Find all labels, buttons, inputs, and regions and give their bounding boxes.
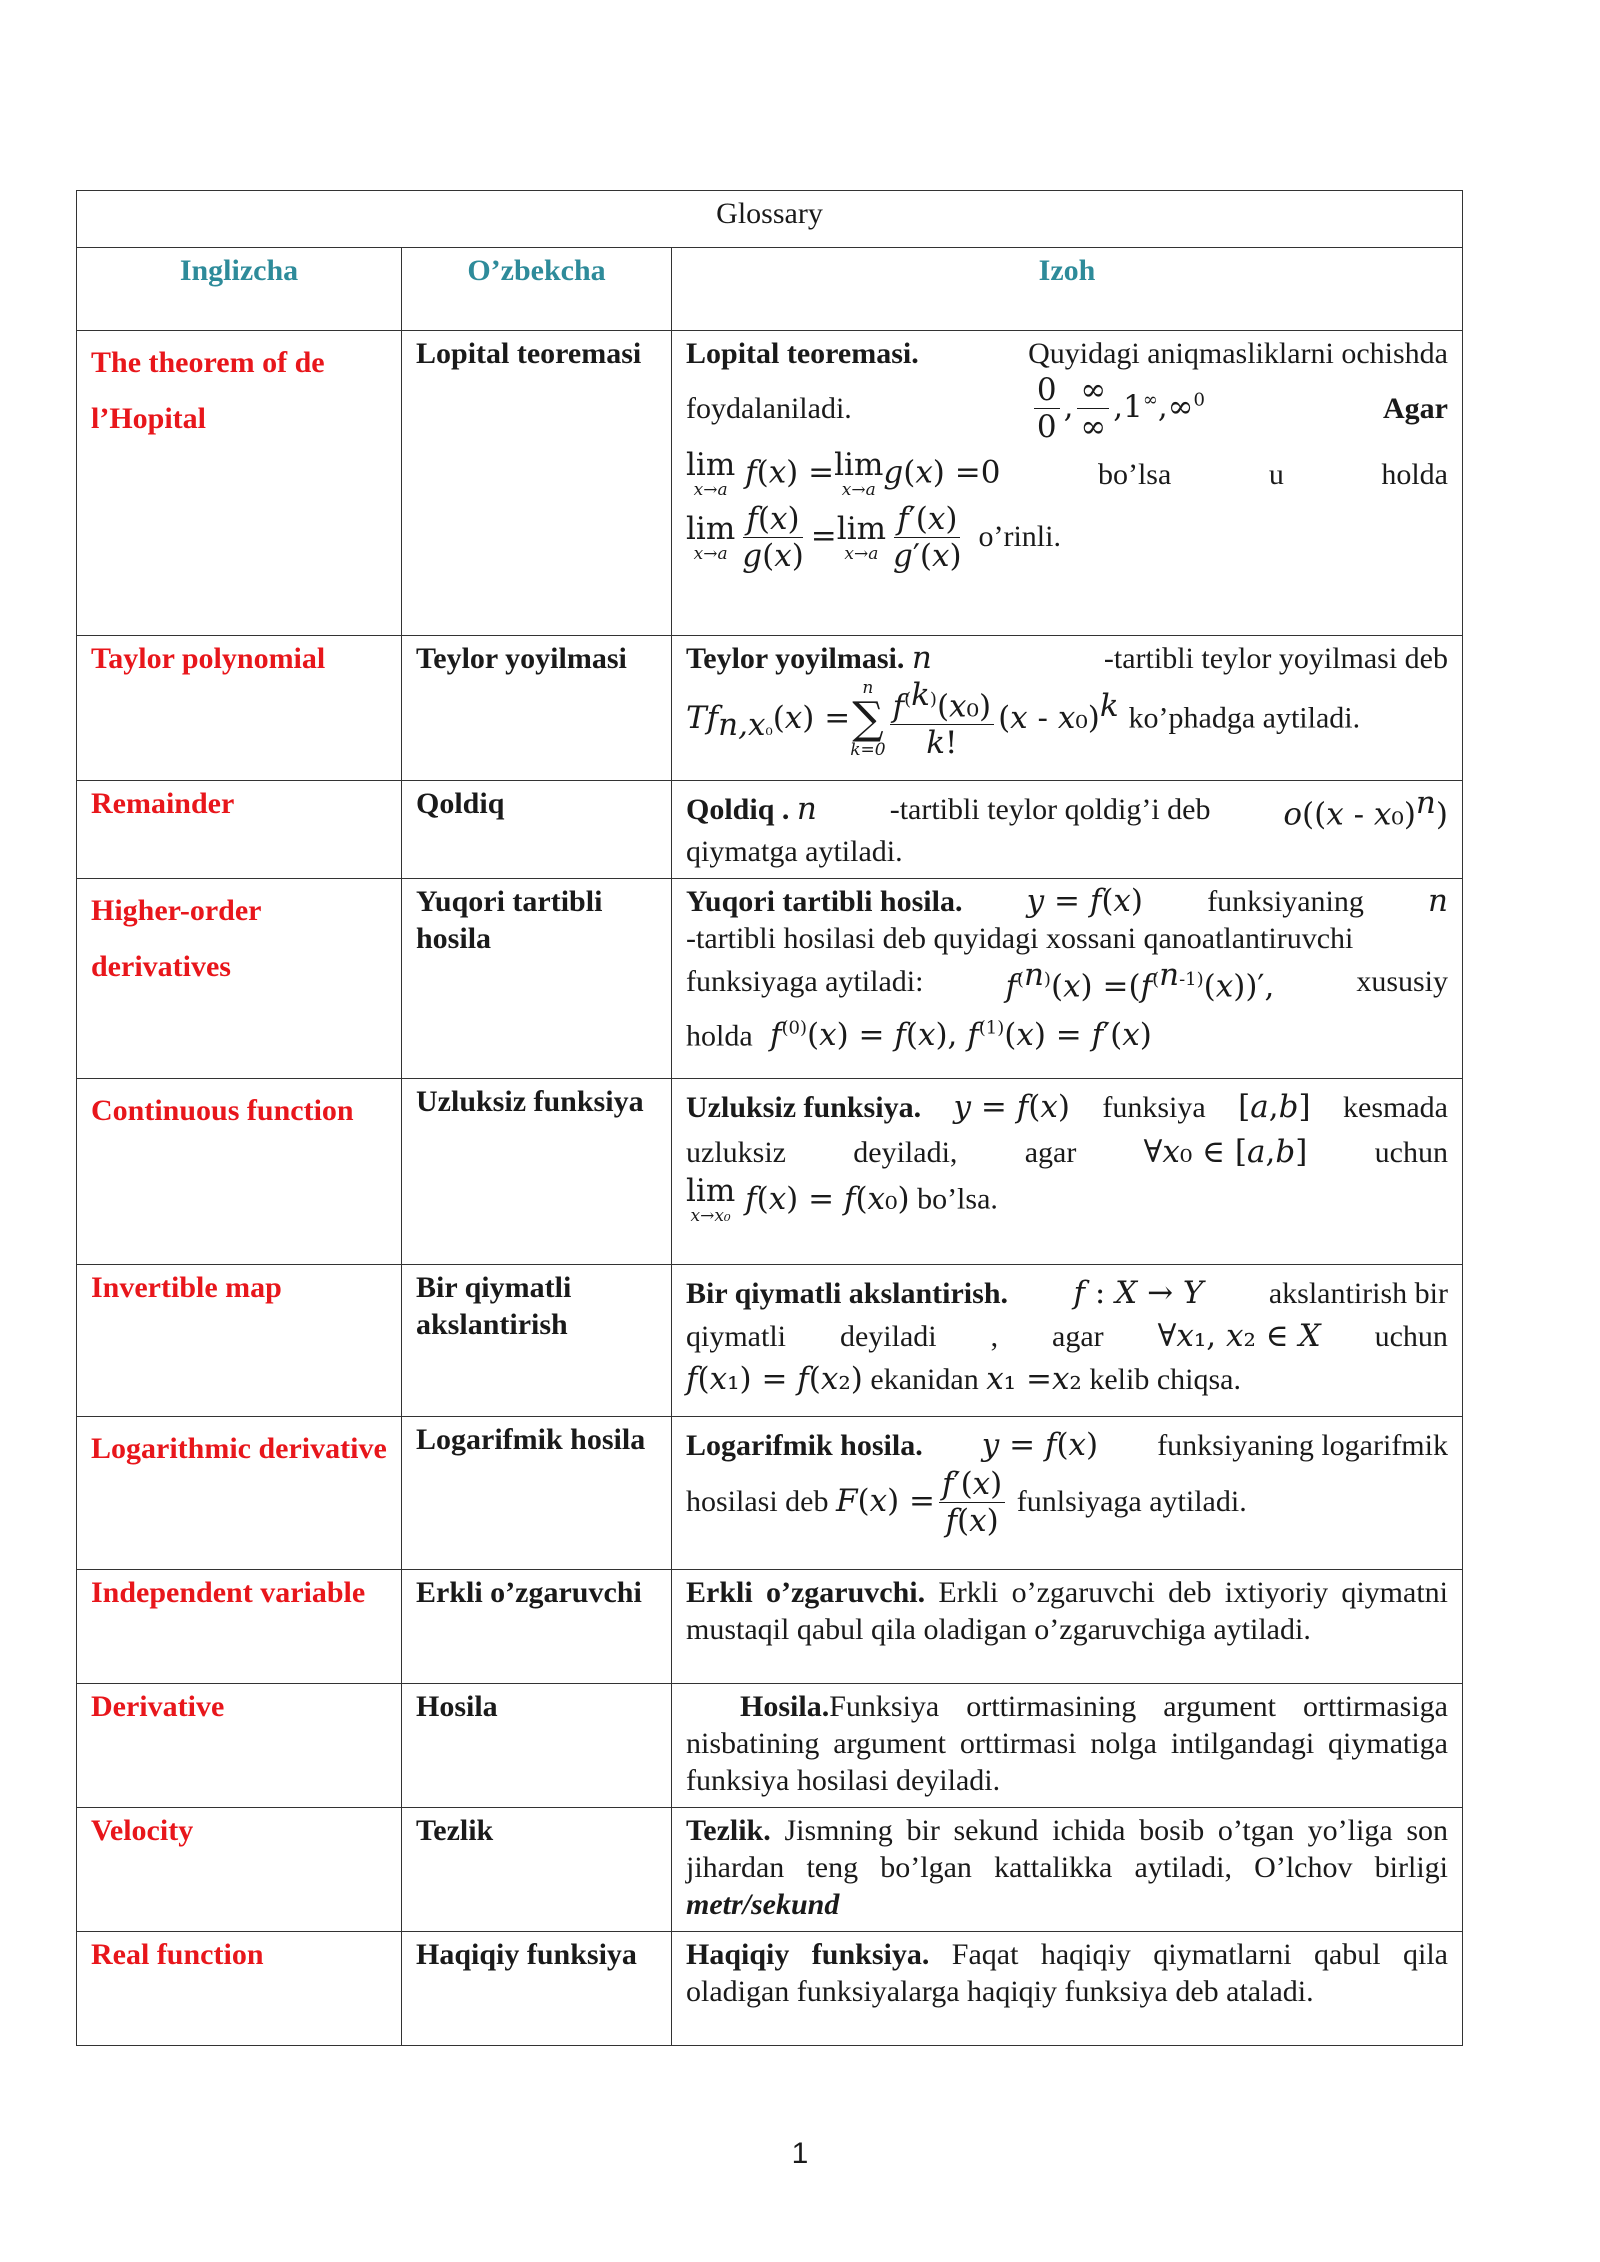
english-term: Velocity	[77, 1808, 402, 1932]
english-term: Remainder	[77, 781, 402, 879]
definition-text: Faqat haqiqiy qiymatlarni qabul qila oladigan funksiyalarga haqiqiy funksiya deb ataladi.	[686, 1938, 1448, 2009]
uzbek-term: Teylor yoyilmasi	[402, 636, 672, 781]
explanation-cell	[672, 1417, 1463, 1570]
definition-term: Hosila.	[740, 1690, 830, 1724]
english-term: Continuous function	[77, 1079, 402, 1265]
formula-interval: [a,b]	[1238, 1089, 1311, 1126]
page-number: 1	[791, 2137, 809, 2170]
formula-forall-x1-x2: ∀x₁, x₂ ∈ X	[1157, 1318, 1321, 1355]
explanation-cell	[672, 781, 1463, 879]
definition-text: Jismning bir sekund ichida bosib o’tgan yo’liga son jihardan teng bo’lgan kattalikka aytiladi, O’lchov birligi	[686, 1814, 1449, 1885]
table-row	[77, 1684, 1463, 1808]
uzbek-term: Tezlik	[402, 1808, 672, 1932]
definition-text: Quyidagi aniqmasliklarni ochishda	[1028, 337, 1448, 370]
table-row	[77, 331, 1463, 636]
formula-x1-eq-x2: x₁ =x₂	[986, 1361, 1082, 1398]
explanation-cell	[672, 1808, 1463, 1932]
formula-n: n	[1428, 883, 1448, 920]
uzbek-term: Bir qiymatli akslantirish	[402, 1265, 672, 1417]
uzbek-term: Qoldiq	[402, 781, 672, 879]
definition-term: Uzluksiz funksiya.	[686, 1091, 922, 1125]
formula-remainder: o((x - x₀)$^n$)	[1283, 785, 1448, 833]
definition-text: bo’lsa	[1097, 457, 1172, 491]
definition-term: Erkli o’zgaruvchi.	[686, 1576, 926, 1610]
definition-text: deyiladi,	[853, 1136, 958, 1170]
definition-text: qiymatga aytiladi.	[686, 835, 903, 869]
header-uzbek: O’zbekcha	[402, 248, 672, 331]
formula-map: f : X → Y	[1073, 1275, 1204, 1312]
table-row	[77, 1808, 1463, 1932]
definition-term: Lopital teoremasi.	[686, 337, 919, 370]
definition-text: o’rinli.	[978, 520, 1061, 553]
formula-continuity-limit: lim x→x₀ f(x) = f(x₀)	[686, 1173, 910, 1227]
header-explanation: Izoh	[672, 248, 1463, 331]
definition-text: holda	[686, 1018, 753, 1052]
explanation-cell	[672, 1684, 1463, 1808]
definition-text: -tartibli hosilasi deb quyidagi xossani qanoatlantiruvchi	[686, 922, 1354, 956]
formula-indeterminates: $\frac{0}{0}$ , $\frac{\infty}{\infty}$ ,1∞,∞$^0$	[1030, 372, 1205, 445]
definition-text: Erkli o’zgaruvchi deb ixtiyoriy qiymatni mustaqil qabul qila oladigan o’zgaruvchiga aytiladi.	[686, 1576, 1448, 1647]
explanation-cell	[672, 1570, 1463, 1684]
definition-text: hosilasi deb	[686, 1485, 829, 1519]
definition-text: qiymatli	[686, 1320, 786, 1354]
english-term: Independent variable	[77, 1570, 402, 1684]
uzbek-term: Hosila	[402, 1684, 672, 1808]
uzbek-term: Haqiqiy funksiya	[402, 1932, 672, 2046]
definition-term: Yuqori tartibli hosila.	[686, 885, 963, 919]
definition-term: Teylor yoyilmasi.	[686, 642, 905, 675]
definition-text: kesmada	[1343, 1091, 1448, 1125]
formula-n: n	[796, 790, 817, 827]
formula-y-fx: y = f(x)	[1026, 883, 1144, 920]
glossary-table	[76, 190, 1463, 2046]
definition-text: funksiyaning	[1207, 885, 1364, 919]
definition-text: ko’phadga aytiladi.	[1128, 701, 1361, 735]
table-row	[77, 1570, 1463, 1684]
formula-limit-zero: lim x→a f(x) = lim x→a g(x) =0	[686, 447, 1001, 500]
definition-text: u	[1268, 457, 1284, 491]
glossary-page	[76, 190, 1462, 2046]
english-term: Invertible map	[77, 1265, 402, 1417]
definition-term: Haqiqiy funksiya.	[686, 1938, 930, 1972]
english-term: Real function	[77, 1932, 402, 2046]
uzbek-term: Logarifmik hosila	[402, 1417, 672, 1570]
formula-nth-derivative: $f^{(n)}(x) =(f^{(n-1)}(x))'$,	[1005, 957, 1275, 1005]
table-row	[77, 1932, 1463, 2046]
formula-lhopital: lim x→a $\frac{f(x)}{g(x)}$ = lim x→a $\frac{f'(x)}{g'(x)}$	[686, 501, 962, 574]
table-row	[77, 879, 1463, 1079]
definition-text: uchun	[1374, 1320, 1448, 1354]
definition-text: ,	[990, 1320, 999, 1354]
definition-text: uzluksiz	[686, 1136, 786, 1170]
english-term: Derivative	[77, 1684, 402, 1808]
definition-text: deyiladi	[839, 1320, 937, 1354]
definition-text: bo’lsa.	[917, 1182, 998, 1216]
definition-text: Funksiya orttirmasining argument orttirmasiga nisbatining argument orttirmasi nolga intilgandagi qiymatiga funksiya hosilasi deyiladi.	[686, 1690, 1449, 1798]
definition-term: Tezlik.	[686, 1814, 771, 1848]
definition-text: xususiy	[1356, 964, 1448, 998]
english-term: Higher-order derivatives	[77, 879, 402, 1079]
definition-text: uchun	[1374, 1136, 1448, 1170]
uzbek-term: Yuqori tartibli hosila	[402, 879, 672, 1079]
explanation-cell	[672, 1265, 1463, 1417]
table-row	[77, 1417, 1463, 1570]
definition-text: kelib chiqsa.	[1089, 1363, 1241, 1397]
formula-log-derivative: F(x) = $\frac{f'(x)}{f(x)}$	[836, 1483, 1009, 1519]
definition-text: -tartibli teylor qoldig’i deb	[889, 792, 1211, 826]
explanation-cell	[672, 636, 1463, 781]
table-title: Glossary	[77, 191, 1463, 248]
english-term: The theorem of de l’Hopital	[77, 331, 402, 636]
definition-term: Qoldiq .	[686, 792, 790, 826]
definition-text: funlsiyaga aytiladi.	[1016, 1485, 1247, 1519]
definition-text: agar	[1024, 1136, 1077, 1170]
table-row	[77, 636, 1463, 781]
explanation-cell	[672, 1932, 1463, 2046]
table-row	[77, 1079, 1463, 1265]
uzbek-term: Erkli o’zgaruvchi	[402, 1570, 672, 1684]
unit-text: metr/sekund	[686, 1888, 840, 1922]
english-term: Taylor polynomial	[77, 636, 402, 781]
formula-y-fx: y = f(x)	[981, 1427, 1099, 1464]
definition-text: foydalaniladi.	[686, 392, 852, 425]
definition-text: funksiyaga aytiladi:	[686, 964, 924, 998]
definition-text: ekanidan	[870, 1363, 979, 1397]
definition-text: -tartibli teylor yoyilmasi deb	[1103, 642, 1448, 675]
english-term: Logarithmic derivative	[77, 1417, 402, 1570]
explanation-cell	[672, 331, 1463, 636]
formula-injective: f(x₁) = f(x₂)	[686, 1361, 863, 1398]
table-row	[77, 781, 1463, 879]
table-row	[77, 1265, 1463, 1417]
definition-text: funksiyaning logarifmik	[1157, 1429, 1448, 1463]
header-row	[77, 248, 1463, 331]
definition-text: akslantirish bir	[1268, 1277, 1448, 1311]
explanation-cell	[672, 879, 1463, 1079]
formula-y-fx: y = f(x)	[953, 1089, 1070, 1126]
explanation-cell	[672, 1079, 1463, 1265]
formula-taylor: $Tf_{n,x_0}(x)$ = n ∑ k=0 $\frac{f^{(k)}(x_0)}{k!}$ (x - x₀)$^k$	[686, 677, 1119, 762]
formula-forall-x0: ∀x₀ ∈ [a,b]	[1143, 1134, 1308, 1171]
definition-term: Logarifmik hosila.	[686, 1429, 923, 1463]
formula-n: n	[911, 640, 932, 676]
formula-base-derivatives: $f^{(0)}(x) = f(x)$, $f^{(1)}(x) = f'(x)$	[770, 1016, 1152, 1053]
agar-word: Agar	[1383, 392, 1448, 425]
definition-term: Bir qiymatli akslantirish.	[686, 1277, 1009, 1311]
header-english: Inglizcha	[77, 248, 402, 331]
uzbek-term: Uzluksiz funksiya	[402, 1079, 672, 1265]
uzbek-term: Lopital teoremasi	[402, 331, 672, 636]
definition-text: agar	[1052, 1320, 1104, 1354]
title-row	[77, 191, 1463, 248]
definition-text: holda	[1381, 457, 1448, 491]
definition-text: funksiya	[1102, 1091, 1206, 1125]
